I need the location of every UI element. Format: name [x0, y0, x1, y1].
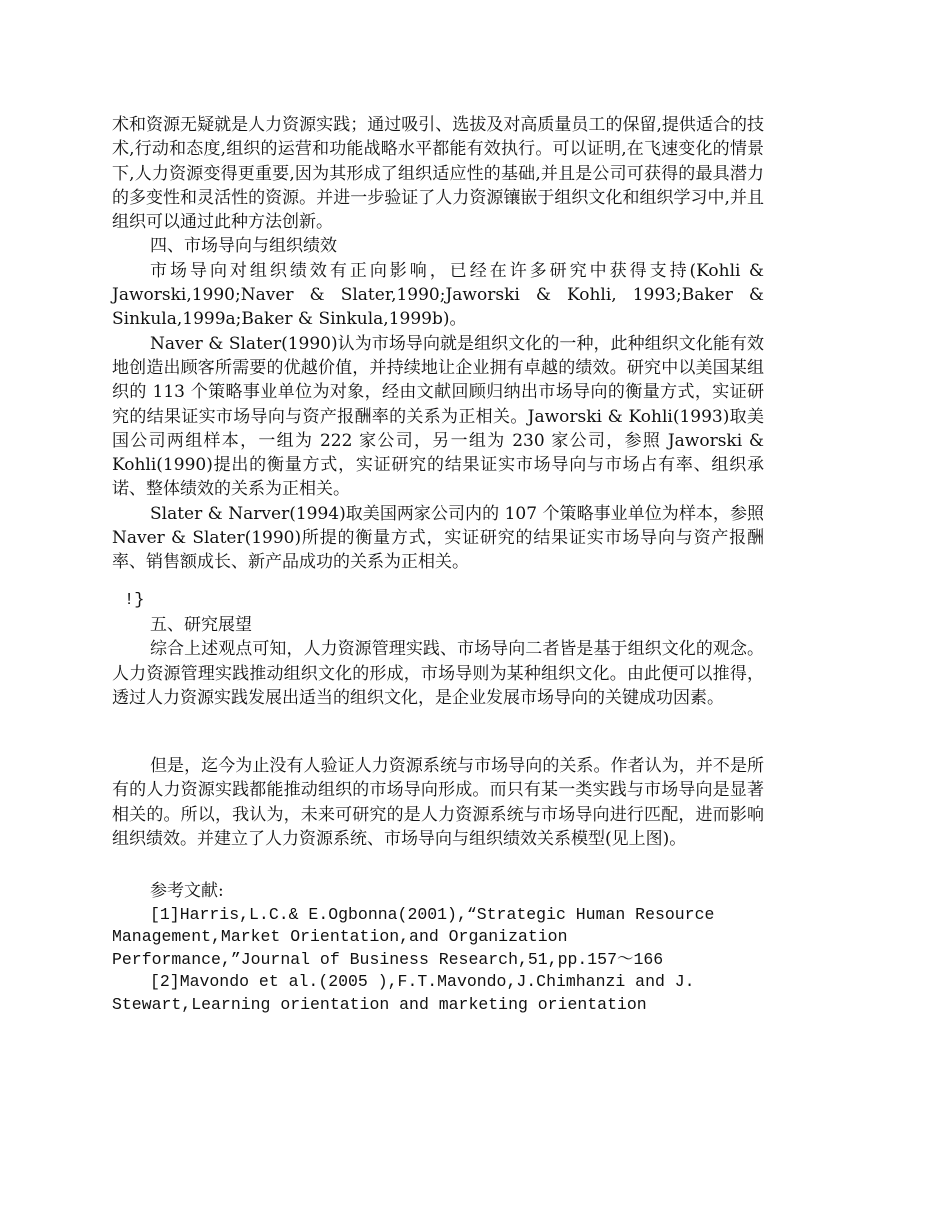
section-heading-5: 五、研究展望 [150, 614, 252, 635]
reference-1: [1]Harris,L.C.& E.Ogbonna(2001),“Strategic Human Resource Management,Market Orientation,and Organization Performance,”Journal of Business Research,51,pp.157～166 [112, 904, 715, 969]
document-page [112, 113, 764, 1016]
paragraph-slater-narver: Slater & Narver(1994)取美国两家公司内的 107 个策略事业单位为样本，参照 Naver & Slater(1990)所提的衡量方式，实证研究的结果证实市场导向与资产报酬率、销售额成长、新产品成功的关系为正相关。 [112, 503, 764, 573]
paragraph-outlook-summary: 综合上述观点可知，人力资源管理实践、市场导向二者皆是基于组织文化的观念。人力资源管理实践推动组织文化的形成，市场导则为某种组织文化。由此便可以推得，透过人力资源实践发展出适当的组织文化，是企业发展市场导向的关键成功因素。 [112, 639, 764, 708]
reference-2: [2]Mavondo et al.(2005 ),F.T.Mavondo,J.Chimhanzi and J. Stewart,Learning orientation and marketing orientation [112, 972, 695, 1014]
stray-marker: !} [124, 590, 145, 610]
paragraph-naver-slater: Naver & Slater(1990)认为市场导向就是组织文化的一种，此种组织文化能有效地创造出顾客所需要的优越价值，并持续地让企业拥有卓越的绩效。研究中以美国某组织的 113 个策略事业单位为对象，经由文献回顾归纳出市场导向的衡量方式，实证研究的结果证实市场导向与资产报酬率的关系为正相关。Jaworski & Kohli(1993)取美国公司两组样本，一组为 222 家公司，另一组为 230 家公司，参照 Jaworski & Kohli(1990)提出的衡量方式，实证研究的结果证实市场导向与市场占有率、组织承诺、整体绩效的关系为正相关。 [112, 333, 764, 500]
references-title: 参考文献: [150, 881, 224, 902]
paragraph-hr-practice: 术和资源无疑就是人力资源实践；通过吸引、选拔及对高质量员工的保留,提供适合的技术,行动和态度,组织的运营和功能战略水平都能有效执行。可以证明,在飞速变化的情景下,人力资源变得更重要,因为其形成了组织适应性的基础,并且是公司可获得的最具潜力的多变性和灵活性的资源。并进一步验证了人力资源镶嵌于组织文化和组织学习中,并且组织可以通过此种方法创新。 [112, 115, 764, 233]
paragraph-market-orientation-performance: 市场导向对组织绩效有正向影响，已经在许多研究中获得支持(Kohli & Jaworski,1990;Naver & Slater,1990;Jaworski & Kohli, 1993;Baker & Sinkula,1999a;Baker & Sinkula,1999b)。 [112, 260, 764, 330]
paragraph-outlook-research: 但是，迄今为止没有人验证人力资源系统与市场导向的关系。作者认为，并不是所有的人力资源实践都能推动组织的市场导向形成。而只有某一类实践与市场导向是显著相关的。所以，我认为，未来可研究的是人力资源系统与市场导向进行匹配，进而影响组织绩效。并建立了人力资源系统、市场导向与组织绩效关系模型(见上图)。 [112, 756, 764, 850]
section-heading-4: 四、市场导向与组织绩效 [150, 236, 337, 257]
